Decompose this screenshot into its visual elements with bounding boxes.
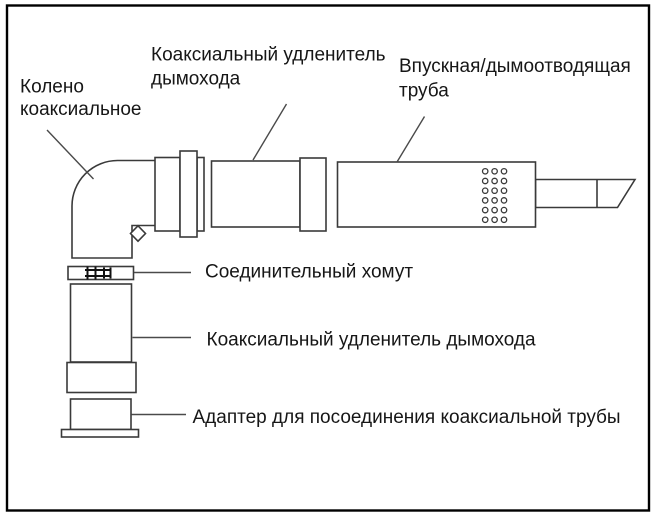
flue-extension-pipe-vertical (71, 284, 132, 362)
left-pipe-coupling (155, 151, 204, 237)
vent-hole (501, 217, 506, 222)
vent-hole (492, 178, 497, 183)
intake-pipe-label-line2: труба (399, 80, 449, 102)
elbow-leader-line (47, 130, 94, 179)
vent-hole (492, 198, 497, 203)
vent-hole (483, 188, 488, 193)
elbow-label-line1: Колено (20, 76, 84, 98)
adapter-base-flange (62, 430, 139, 438)
coupling-band (197, 158, 204, 232)
intake-pipe-label-line1: Впускная/дымоотводящая (399, 56, 631, 77)
vent-hole (483, 198, 488, 203)
adapter-body (71, 399, 132, 430)
vent-hole (483, 178, 488, 183)
vent-hole (483, 207, 488, 212)
clamp-band (68, 267, 134, 280)
elbow-label-line2: коаксиальное (20, 99, 142, 120)
vent-hole (501, 178, 506, 183)
extension-top-label-line1: Коаксиальный удленитель (151, 44, 386, 66)
vent-hole (483, 217, 488, 222)
vent-hole (501, 207, 506, 212)
terminal-tip (536, 180, 636, 208)
intake-pipe-leader-line (397, 117, 425, 163)
vent-hole (501, 198, 506, 203)
connecting-clamp (68, 267, 134, 280)
vent-hole (501, 169, 506, 174)
vent-hole (483, 169, 488, 174)
elbow-body (72, 161, 156, 259)
extension-top-label-line2: дымохода (151, 68, 241, 90)
clamp-label: Соединительный хомут (205, 261, 414, 283)
intake-exhaust-pipe (338, 162, 636, 227)
vent-hole (501, 188, 506, 193)
right-pipe-coupling (300, 158, 326, 231)
vent-hole (492, 217, 497, 222)
vent-hole (492, 207, 497, 212)
coaxial-pipe-adapter (62, 399, 139, 437)
extension-collar (67, 363, 136, 393)
coaxial-elbow (72, 161, 156, 259)
coupling-ring (180, 151, 197, 237)
flue-extension-pipe-horizontal (212, 161, 301, 227)
coupling-band (155, 158, 180, 232)
extension-top-leader-line (253, 104, 287, 160)
extension-mid-label: Коаксиальный удленитель дымохода (206, 329, 536, 351)
vent-hole (492, 169, 497, 174)
vent-hole (492, 188, 497, 193)
adapter-label: Адаптер для посоединения коаксиальной трубы (192, 407, 621, 428)
